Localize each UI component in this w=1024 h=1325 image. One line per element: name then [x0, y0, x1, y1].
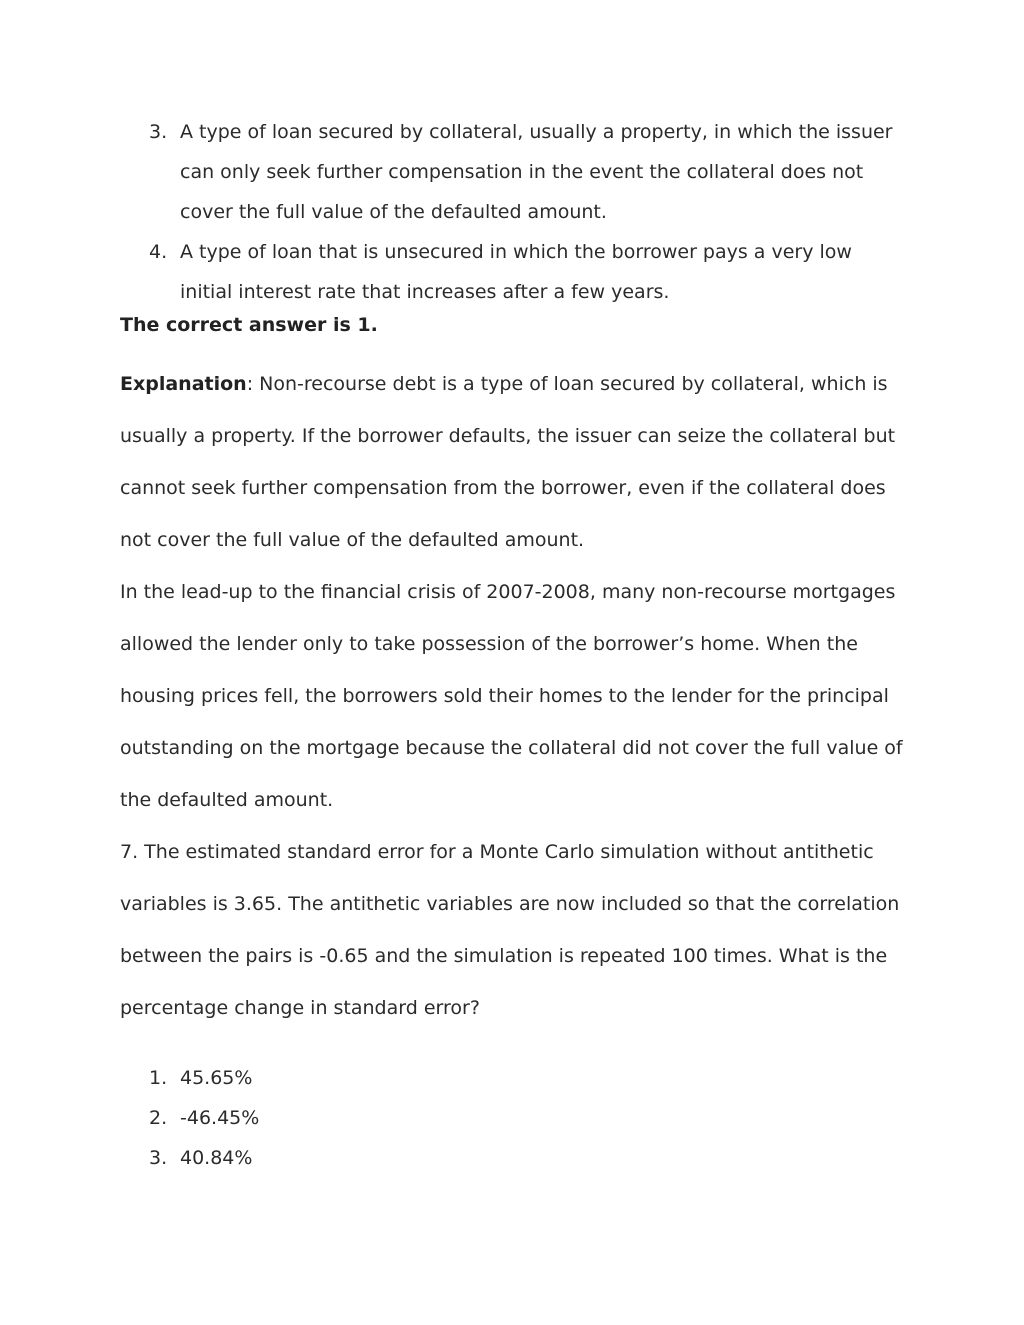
option-text: A type of loan that is unsecured in which the borrower pays a very low initial interest rate that increases after a few years. — [180, 241, 852, 303]
correct-answer: The correct answer is 1. — [120, 314, 378, 336]
history-paragraph: In the lead-up to the financial crisis of 2007-2008, many non-recourse mortgages allowed the lender only to take possession of the borrower’s home. When the housing prices fell, the borrowers sold their homes to the lender for the principal outstanding on the mortgage because the collateral did not cover the full value of the defaulted amount. — [120, 581, 903, 811]
option-text: 45.65% — [180, 1067, 253, 1089]
option-number: 4. — [149, 241, 168, 263]
option-text: A type of loan secured by collateral, usually a property, in which the issuer can only seek further compensation in the event the collateral does not cover the full value of the defaulted amount. — [180, 121, 893, 223]
explanation-text: : Non-recourse debt is a type of loan secured by collateral, which is usually a property. If the borrower defaults, the issuer can seize the collateral but cannot seek further compensation from the borrower, even if the collateral does not cover the full value of the defaulted amount. — [120, 373, 896, 551]
option-text: -46.45% — [180, 1107, 260, 1129]
option-number: 2. — [149, 1107, 168, 1129]
option-number: 3. — [149, 1147, 168, 1169]
explanation-label: Explanation — [120, 373, 247, 395]
question-7: 7. The estimated standard error for a Monte Carlo simulation without antithetic variables is 3.65. The antithetic variables are now included so that the correlation between the pairs is -0.65 and the simulation is repeated 100 times. What is the percentage change in standard error? — [120, 841, 900, 1019]
option-number: 1. — [149, 1067, 168, 1089]
explanation-paragraph — [120, 358, 910, 566]
option-number: 3. — [149, 121, 168, 143]
option-text: 40.84% — [180, 1147, 253, 1169]
